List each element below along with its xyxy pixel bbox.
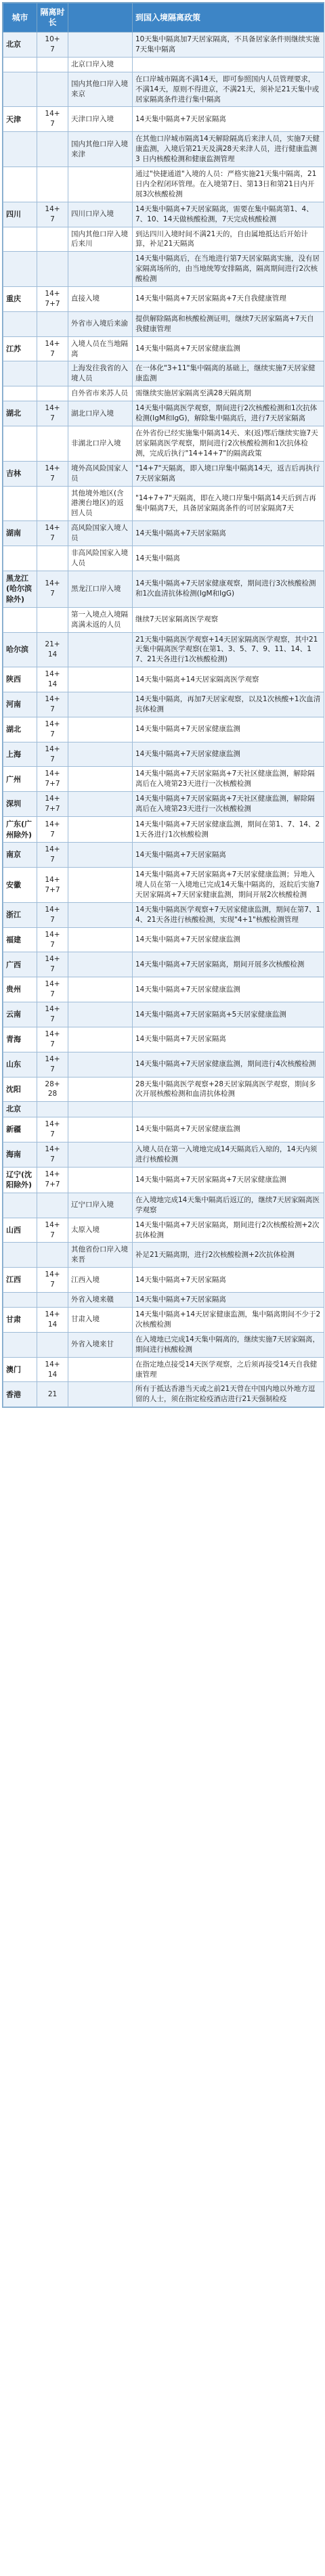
days-cell bbox=[37, 72, 68, 107]
policy-cell: 10天集中隔离加7天居家隔离，不具备居家条件则继续实施7天集中隔离 bbox=[133, 32, 324, 58]
days-cell bbox=[37, 1102, 68, 1117]
policy-cell: 补足21天隔离期，进行2次核酸检测+2次抗体检测 bbox=[133, 1243, 324, 1268]
city-cell: 湖南 bbox=[3, 521, 37, 546]
policy-cell: 14天集中隔离 bbox=[133, 546, 324, 571]
table-row bbox=[3, 607, 324, 632]
days-cell: 10+ 7 bbox=[37, 32, 68, 58]
city-cell bbox=[3, 426, 37, 462]
scene-cell: 其他境外地区(含港澳台地区)的返回人员 bbox=[68, 486, 133, 521]
days-cell bbox=[37, 166, 68, 202]
policy-cell: 14天集中隔离+7天居家健康监测 bbox=[133, 1117, 324, 1142]
scene-cell: 自外省市来苏人员 bbox=[68, 386, 133, 401]
city-cell: 北京 bbox=[3, 1102, 37, 1117]
scene-cell: 湖北口岸入境 bbox=[68, 401, 133, 426]
policy-cell: 在口岸城市隔离不满14天，即可参照国内人员管理要求，不满14天，原则不得进京，不满21天，须补足21天集中或居家隔离条件进行集中隔离 bbox=[133, 72, 324, 107]
table-row bbox=[3, 952, 324, 977]
days-cell bbox=[37, 57, 68, 72]
table-row bbox=[3, 767, 324, 792]
table-row bbox=[3, 361, 324, 386]
table-row bbox=[3, 692, 324, 717]
city-cell: 江西 bbox=[3, 1268, 37, 1293]
policy-cell: 在其他口岸城市隔离14天解除隔离后来津人员，实施7天健康监测，入境后第21天及满28天来津人员，进行健康监测 3 日内核酸检测和健康监测管理 bbox=[133, 132, 324, 167]
scene-cell bbox=[68, 952, 133, 977]
days-cell: 14+ 7+7 bbox=[37, 767, 68, 792]
policy-cell: 14天集中隔离，再加7天居家观察，以及1次核酸+1次血清抗体检测 bbox=[133, 692, 324, 717]
policy-cell: 14天集中隔离+7天居家隔离+7天社区健康监测，解除隔离后在入境第23天进行一次核酸检测 bbox=[133, 792, 324, 817]
scene-cell: 北京口岸入境 bbox=[68, 57, 133, 72]
scene-cell: 直接入境 bbox=[68, 287, 133, 312]
table-body bbox=[3, 32, 324, 1407]
city-cell: 重庆 bbox=[3, 287, 37, 312]
days-cell: 14+ 7 bbox=[37, 336, 68, 361]
days-cell: 14+ 7 bbox=[37, 1052, 68, 1077]
city-cell bbox=[3, 607, 37, 632]
policy-cell: 14天集中隔离+7天居家隔离 bbox=[133, 1293, 324, 1308]
table-row bbox=[3, 1077, 324, 1102]
policy-cell: 14天集中隔离+7天居家健康监测 bbox=[133, 336, 324, 361]
table-row bbox=[3, 1167, 324, 1193]
policy-cell: 14天集中隔离+7天居家隔离 bbox=[133, 521, 324, 546]
scene-cell bbox=[68, 1052, 133, 1077]
scene-cell: 江西入境 bbox=[68, 1268, 133, 1293]
days-cell: 14+ 7 bbox=[37, 107, 68, 132]
days-cell: 14+ 7+7 bbox=[37, 792, 68, 817]
table-row bbox=[3, 843, 324, 868]
city-cell: 北京 bbox=[3, 32, 37, 58]
days-cell: 14+ 7 bbox=[37, 1268, 68, 1293]
quarantine-policy-table-container bbox=[2, 2, 324, 1408]
table-row bbox=[3, 72, 324, 107]
table-row bbox=[3, 1052, 324, 1077]
scene-cell bbox=[68, 843, 133, 868]
table-row bbox=[3, 1382, 324, 1407]
policy-cell: 14天集中隔离医学观察+7天居家健康监测，期间在第7、14、21天各进行核酸检测，实现"4+1"核酸检测管理 bbox=[133, 902, 324, 927]
table-row bbox=[3, 667, 324, 692]
days-cell: 14+ 7 bbox=[37, 521, 68, 546]
scene-cell: 四川口岸入境 bbox=[68, 202, 133, 227]
table-row bbox=[3, 166, 324, 202]
policy-cell: 14天集中隔离+7天居家隔离+7天居家健康监测 bbox=[133, 1167, 324, 1193]
table-row bbox=[3, 287, 324, 312]
scene-cell bbox=[68, 1357, 133, 1382]
policy-cell: 需继续实施居家隔离至满28天隔离期 bbox=[133, 386, 324, 401]
policy-cell: 所有于抵达香港当天或之前21天曾在中国内地以外地方逗留的人士，须在指定检疫酒店进行21天强制检疫 bbox=[133, 1382, 324, 1407]
policy-cell: 通过"快捷通道"入境的人员：严格实施21天集中隔离，21日内全程闭环管理。在入境第7日、第13日和第21日内开展3次核酸检测 bbox=[133, 166, 324, 202]
scene-cell bbox=[68, 667, 133, 692]
days-cell bbox=[37, 546, 68, 571]
city-cell: 江苏 bbox=[3, 336, 37, 361]
table-row bbox=[3, 1142, 324, 1167]
scene-cell bbox=[68, 742, 133, 767]
policy-cell: 14天集中隔离+7天居家隔离+7天社区健康监测，解除隔离后在入境第23天进行一次核酸检测 bbox=[133, 767, 324, 792]
table-row bbox=[3, 977, 324, 1002]
policy-cell: 14天集中隔离+14天居家健康监测，集中隔离期间不少于2次核酸检测 bbox=[133, 1307, 324, 1332]
table-header-row bbox=[3, 3, 324, 32]
days-cell: 21+ 14 bbox=[37, 632, 68, 667]
city-cell bbox=[3, 1193, 37, 1218]
policy-cell: 14天集中隔离+7天居家健康监测 bbox=[133, 977, 324, 1002]
days-cell: 14+ 7 bbox=[37, 977, 68, 1002]
city-cell: 山西 bbox=[3, 1218, 37, 1243]
days-cell bbox=[37, 486, 68, 521]
city-cell: 四川 bbox=[3, 202, 37, 227]
scene-cell: 国内其他口岸入境后来川 bbox=[68, 227, 133, 252]
policy-cell: 14天集中隔离+7天居家隔离+5天居家健康监测 bbox=[133, 1002, 324, 1027]
scene-cell: 外省入境来赣 bbox=[68, 1293, 133, 1308]
scene-cell bbox=[68, 1002, 133, 1027]
days-cell: 14+ 7+7 bbox=[37, 1167, 68, 1193]
city-cell: 天津 bbox=[3, 107, 37, 132]
scene-cell: 第一入境点入境隔离满未返的人员 bbox=[68, 607, 133, 632]
policy-cell: 14天集中隔离+7天居家隔离+7天居家健康监测；异地入境人员在第一入境地已完成14天集中隔离的，返皖后实施7天居家隔离+7天居家健康监测，期间开展2次核酸检测 bbox=[133, 868, 324, 903]
days-cell bbox=[37, 132, 68, 167]
city-cell: 湖北 bbox=[3, 717, 37, 742]
table-row bbox=[3, 632, 324, 667]
table-row bbox=[3, 717, 324, 742]
city-cell: 沈阳 bbox=[3, 1077, 37, 1102]
table-row bbox=[3, 868, 324, 903]
city-cell: 湖北 bbox=[3, 401, 37, 426]
days-cell bbox=[37, 227, 68, 252]
city-cell: 黑龙江(哈尔滨除外) bbox=[3, 571, 37, 607]
table-row bbox=[3, 1002, 324, 1027]
days-cell: 14+ 7 bbox=[37, 902, 68, 927]
table-row bbox=[3, 1117, 324, 1142]
policy-cell: 14天集中隔离+7天居家隔离 bbox=[133, 1027, 324, 1052]
city-cell: 深圳 bbox=[3, 792, 37, 817]
city-cell bbox=[3, 386, 37, 401]
city-cell: 新疆 bbox=[3, 1117, 37, 1142]
days-cell: 14+ 7 bbox=[37, 927, 68, 952]
policy-cell: 在一体化"3+11"集中隔离的基础上，继续实施7天居家健康监测 bbox=[133, 361, 324, 386]
table-row bbox=[3, 57, 324, 72]
policy-cell: 14天集中隔离后，在当地进行第7天居家隔离实施，没有居家隔离场所的，由当地统筹安排隔离，隔离期间进行2次核酸检测 bbox=[133, 252, 324, 287]
city-cell bbox=[3, 1332, 37, 1357]
policy-cell: 14天集中隔离+7天居家健康观察，期间进行3次核酸检测和1次血清抗体检测(IgM和IgG) bbox=[133, 571, 324, 607]
scene-cell bbox=[68, 1077, 133, 1102]
days-cell bbox=[37, 361, 68, 386]
city-cell: 浙江 bbox=[3, 902, 37, 927]
scene-cell bbox=[68, 252, 133, 287]
policy-cell: 14天集中隔离+7天居家隔离，期间进行2次核酸检测+2次抗体检测 bbox=[133, 1218, 324, 1243]
scene-cell: 国内其他口岸入境来京 bbox=[68, 72, 133, 107]
policy-cell: 在入境地完成14天集中隔离后返辽的，继续7天居家隔离医学观察 bbox=[133, 1193, 324, 1218]
days-cell: 14+ 7 bbox=[37, 692, 68, 717]
days-cell: 14+ 7 bbox=[37, 202, 68, 227]
days-cell bbox=[37, 1243, 68, 1268]
days-cell bbox=[37, 1193, 68, 1218]
city-cell: 甘肃 bbox=[3, 1307, 37, 1332]
scene-cell bbox=[68, 927, 133, 952]
days-cell bbox=[37, 252, 68, 287]
header-days: 隔离时长 bbox=[37, 3, 68, 32]
scene-cell bbox=[68, 767, 133, 792]
city-cell bbox=[3, 1293, 37, 1308]
days-cell: 14+ 7 bbox=[37, 1117, 68, 1142]
header-city: 城市 bbox=[3, 3, 37, 32]
days-cell bbox=[37, 386, 68, 401]
days-cell: 14+ 7 bbox=[37, 1002, 68, 1027]
table-row bbox=[3, 902, 324, 927]
days-cell bbox=[37, 1332, 68, 1357]
scene-cell bbox=[68, 817, 133, 843]
scene-cell bbox=[68, 692, 133, 717]
scene-cell bbox=[68, 868, 133, 903]
city-cell: 河南 bbox=[3, 692, 37, 717]
table-row bbox=[3, 1027, 324, 1052]
days-cell bbox=[37, 607, 68, 632]
table-row bbox=[3, 132, 324, 167]
policy-cell: 21天集中隔离医学观察+14天居家隔离医学观察，其中21天集中隔离医学观察(在第1、3、5、7、9、11、14、17、21天各进行1次核酸检测) bbox=[133, 632, 324, 667]
table-row bbox=[3, 461, 324, 486]
city-cell: 南京 bbox=[3, 843, 37, 868]
scene-cell bbox=[68, 1142, 133, 1167]
header-scene bbox=[68, 3, 133, 32]
city-cell: 上海 bbox=[3, 742, 37, 767]
policy-cell: 入境人员在第一入境地完成14天隔离后入琼的，14天内须进行核酸检测 bbox=[133, 1142, 324, 1167]
days-cell bbox=[37, 1293, 68, 1308]
city-cell: 山东 bbox=[3, 1052, 37, 1077]
scene-cell: 上海发往我省的入境人员 bbox=[68, 361, 133, 386]
policy-cell: 到达四川入境时间不满21天的，自由属地抵达后开始计算，补足21天隔离 bbox=[133, 227, 324, 252]
table-row bbox=[3, 1243, 324, 1268]
days-cell: 14+ 7 bbox=[37, 1027, 68, 1052]
city-cell: 澳门 bbox=[3, 1357, 37, 1382]
days-cell bbox=[37, 426, 68, 462]
city-cell: 香港 bbox=[3, 1382, 37, 1407]
policy-cell: 14天集中隔离+7天居家健康监测，期间进行4次核酸检测 bbox=[133, 1052, 324, 1077]
policy-cell: 14天集中隔离+7天居家隔离 bbox=[133, 107, 324, 132]
days-cell: 14+ 7 bbox=[37, 1218, 68, 1243]
table-row bbox=[3, 386, 324, 401]
days-cell: 28+ 28 bbox=[37, 1077, 68, 1102]
days-cell: 14+ 14 bbox=[37, 1357, 68, 1382]
city-cell bbox=[3, 311, 37, 336]
table-row bbox=[3, 401, 324, 426]
scene-cell: 非高风险国家入境人员 bbox=[68, 546, 133, 571]
scene-cell bbox=[68, 792, 133, 817]
scene-cell: 甘肃入境 bbox=[68, 1307, 133, 1332]
table-row bbox=[3, 1293, 324, 1308]
scene-cell bbox=[68, 632, 133, 667]
days-cell: 14+ 7 bbox=[37, 571, 68, 607]
days-cell: 14+ 14 bbox=[37, 667, 68, 692]
scene-cell: 国内其他口岸入境来津 bbox=[68, 132, 133, 167]
policy-cell: 在入境地已完成14天集中隔离的，继续实施7天居家隔离，期间进行核酸检测 bbox=[133, 1332, 324, 1357]
table-row bbox=[3, 1102, 324, 1117]
table-row bbox=[3, 486, 324, 521]
table-row bbox=[3, 107, 324, 132]
policy-cell bbox=[133, 1102, 324, 1117]
days-cell: 14+ 7+7 bbox=[37, 287, 68, 312]
policy-cell: 14天集中隔离+7天居家健康监测，期间在第1、7、14、21天各进行1次核酸检测 bbox=[133, 817, 324, 843]
city-cell: 青海 bbox=[3, 1027, 37, 1052]
table-row bbox=[3, 546, 324, 571]
policy-cell: 14天集中隔离+14天居家隔离医学观察 bbox=[133, 667, 324, 692]
table-row bbox=[3, 817, 324, 843]
table-row bbox=[3, 202, 324, 227]
scene-cell bbox=[68, 1382, 133, 1407]
scene-cell: 外省入境来甘 bbox=[68, 1332, 133, 1357]
days-cell: 14+ 7 bbox=[37, 843, 68, 868]
scene-cell bbox=[68, 1167, 133, 1193]
city-cell: 福建 bbox=[3, 927, 37, 952]
scene-cell: 黑龙江口岸入境 bbox=[68, 571, 133, 607]
scene-cell: 太原入境 bbox=[68, 1218, 133, 1243]
policy-cell: 14天集中隔离+7天居家隔离，期间开展多次核酸检测 bbox=[133, 952, 324, 977]
days-cell: 14+ 7 bbox=[37, 401, 68, 426]
scene-cell bbox=[68, 166, 133, 202]
scene-cell bbox=[68, 977, 133, 1002]
days-cell: 14+ 14 bbox=[37, 1307, 68, 1332]
table-row bbox=[3, 792, 324, 817]
table-row bbox=[3, 1268, 324, 1293]
city-cell: 吉林 bbox=[3, 461, 37, 486]
policy-cell: 继续7天居家隔离医学观察 bbox=[133, 607, 324, 632]
days-cell: 14+ 7 bbox=[37, 817, 68, 843]
table-row bbox=[3, 252, 324, 287]
city-cell bbox=[3, 486, 37, 521]
scene-cell bbox=[68, 902, 133, 927]
city-cell bbox=[3, 57, 37, 72]
city-cell: 陕西 bbox=[3, 667, 37, 692]
policy-cell: "14+7"天隔离，即入境口岸集中隔离14天，返吉后再执行7天居家隔离 bbox=[133, 461, 324, 486]
scene-cell: 其他省份口岸入境来晋 bbox=[68, 1243, 133, 1268]
scene-cell bbox=[68, 1117, 133, 1142]
city-cell bbox=[3, 166, 37, 202]
city-cell: 贵州 bbox=[3, 977, 37, 1002]
table-row bbox=[3, 927, 324, 952]
table-row bbox=[3, 521, 324, 546]
table-row bbox=[3, 1332, 324, 1357]
table-row bbox=[3, 742, 324, 767]
scene-cell: 天津口岸入境 bbox=[68, 107, 133, 132]
city-cell: 广州 bbox=[3, 767, 37, 792]
table-row bbox=[3, 426, 324, 462]
city-cell: 云南 bbox=[3, 1002, 37, 1027]
policy-cell: 14天集中隔离+7天居家隔离+7天自我健康管理 bbox=[133, 287, 324, 312]
scene-cell: 外省市入境后来渝 bbox=[68, 311, 133, 336]
policy-cell: 14天集中隔离+7天居家健康监测 bbox=[133, 717, 324, 742]
days-cell: 14+ 7 bbox=[37, 742, 68, 767]
quarantine-policy-table bbox=[3, 3, 324, 1407]
scene-cell bbox=[68, 717, 133, 742]
city-cell: 广东(广州除外) bbox=[3, 817, 37, 843]
policy-cell: 提供解除隔离和核酸检测证明，继续7天居家隔离+7天自我健康管理 bbox=[133, 311, 324, 336]
policy-cell: 14天集中隔离+7天居家隔离 bbox=[133, 1268, 324, 1293]
policy-cell: 在指定地点接受14天医学观察，之后须再接受14天自我健康管理 bbox=[133, 1357, 324, 1382]
city-cell: 安徽 bbox=[3, 868, 37, 903]
table-row bbox=[3, 571, 324, 607]
scene-cell: 入境人员在当地隔离 bbox=[68, 336, 133, 361]
city-cell bbox=[3, 132, 37, 167]
policy-cell: 14天集中隔离医学观察，期间进行2次核酸检测和1次抗体检测(IgM和IgG)，解除集中隔离后，进行7天居家隔离 bbox=[133, 401, 324, 426]
scene-cell: 境外高风险国家人员 bbox=[68, 461, 133, 486]
scene-cell: 非湖北口岸入境 bbox=[68, 426, 133, 462]
days-cell: 14+ 7 bbox=[37, 1142, 68, 1167]
days-cell: 14+ 7 bbox=[37, 717, 68, 742]
days-cell: 14+ 7 bbox=[37, 461, 68, 486]
city-cell: 辽宁(沈阳除外) bbox=[3, 1167, 37, 1193]
city-cell: 广西 bbox=[3, 952, 37, 977]
policy-cell: 14天集中隔离+7天居家隔离 bbox=[133, 843, 324, 868]
table-row bbox=[3, 32, 324, 58]
table-row bbox=[3, 1307, 324, 1332]
city-cell bbox=[3, 227, 37, 252]
city-cell: 哈尔滨 bbox=[3, 632, 37, 667]
city-cell bbox=[3, 546, 37, 571]
city-cell: 海南 bbox=[3, 1142, 37, 1167]
policy-cell: 28天集中隔离医学观察+28天居家隔离医学观察，期间多次开展核酸检测和血清抗体检测 bbox=[133, 1077, 324, 1102]
policy-cell: 在外省份已经实施集中隔离14天、来(返)鄂后继续实施7天居家隔离医学观察，期间进行2次核酸检测和1次抗体检测，完成后执行"14+14+7"的隔离政策 bbox=[133, 426, 324, 462]
policy-cell bbox=[133, 57, 324, 72]
scene-cell bbox=[68, 1102, 133, 1117]
days-cell bbox=[37, 311, 68, 336]
scene-cell: 辽宁口岸入境 bbox=[68, 1193, 133, 1218]
header-policy: 到国入境隔离政策 bbox=[133, 3, 324, 32]
policy-cell: 14天集中隔离+7天居家健康监测 bbox=[133, 742, 324, 767]
table-row bbox=[3, 1357, 324, 1382]
city-cell bbox=[3, 72, 37, 107]
days-cell: 14+ 7+7 bbox=[37, 868, 68, 903]
city-cell bbox=[3, 361, 37, 386]
table-row bbox=[3, 227, 324, 252]
scene-cell bbox=[68, 1027, 133, 1052]
scene-cell bbox=[68, 32, 133, 58]
days-cell: 21 bbox=[37, 1382, 68, 1407]
policy-cell: 14天集中隔离+7天居家隔离，需要在集中隔离第1、4、7、10、14天做核酸检测，7天完成核酸检测 bbox=[133, 202, 324, 227]
policy-cell: 14天集中隔离+7天居家健康监测 bbox=[133, 927, 324, 952]
days-cell: 14+ 7 bbox=[37, 952, 68, 977]
table-row bbox=[3, 1218, 324, 1243]
table-row bbox=[3, 1193, 324, 1218]
city-cell bbox=[3, 1243, 37, 1268]
city-cell bbox=[3, 252, 37, 287]
scene-cell: 高风险国家入境人员 bbox=[68, 521, 133, 546]
policy-cell: "14+7+7"天隔离，即在入境口岸集中隔离14天后到吉再集中隔离7天，具备居家隔离条件的可居家隔离7天 bbox=[133, 486, 324, 521]
table-row bbox=[3, 311, 324, 336]
table-row bbox=[3, 336, 324, 361]
